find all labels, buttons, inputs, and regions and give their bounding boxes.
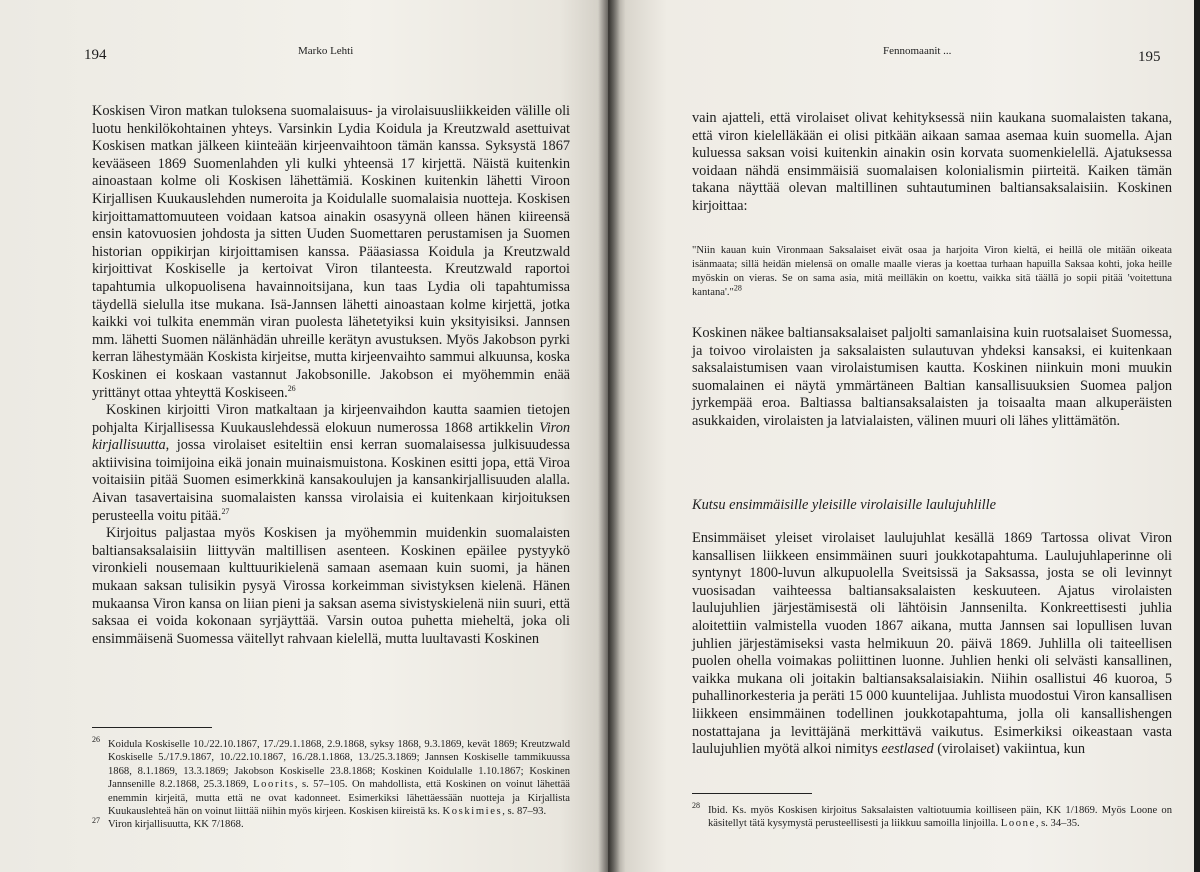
footnote: 26 Koidula Koskiselle 10./22.10.1867, 17./29.1.1868, 2.9.1868, syksy 1868, 9.3.1869, kevät 1869; Kreutzwald Koskiselle 5./17.9.1867, 10./22.10.1867, 16./28.1.1868, 13./25.3.1869; Jannsen Koskiselle tammikuussa 1868, 8.1.1869, 13.3.1869; Jakobson Koskiselle 23.8.1868; Koskinen Koidulalle 1.10.1867; Koskinen Jannsenille 8.2.1868, 25.3.1869, Loorits, s. 57–105. On mahdollista, että Koskinen on voinut lähettää enemmin kirjeitä, mutta että ne ovat kadonneet. Esimerkiksi lähettäessään nuotteja ja Kirjallista Kuukauslehteä hän on voinut liittää niihin myös kirjeen. Koskisen kiireistä ks. Koskimies, s. 87–93. [92, 735, 570, 818]
footnotes [692, 801, 1172, 831]
paragraph: Koskinen näkee baltiansaksalaiset paljolti samanlaisina kuin ruotsalaiset Suomessa, ja toivoo virolaisten ja saksalaisten sulautuvan yhdeksi kansaksi, ei kuitenkaan saksalaistumisen vaan virolaistumisen kautta. Koskinen niinkuin moni muukin suomalainen ei näytä ymmärtäneen Baltian kansallisuuksien Suomea paljon jyrkempää eroa. Baltiassa baltiansaksalaisten ja toisaalta maan alkuperäisten asukkaiden, virolaisten ja latvialaisten, välinen muuri oli lähes ylittämätön. [692, 325, 1172, 429]
footnote: 27 Viron kirjallisuutta, KK 7/1868. [92, 815, 244, 831]
section-heading: Kutsu ensimmäisille yleisille virolaisille laulujuhlille [692, 497, 997, 513]
running-head: Fennomaanit ... [883, 45, 952, 57]
footnote-ref: 27 [221, 506, 230, 516]
block-quote: "Niin kauan kuin Vironmaan Saksalaiset eivät osaa ja harjoita Viron kieltä, ei heillä ole mitään oikeata isänmaata; sillä heidän mielensä on omalle maalle vieras ja koettaa turhaan hapuilla Saksaa kohti, joka heille myöskin on vieras. Se on sama asia, mitä meilläkin on koettu, vaikka sitä täällä jo sopii pitää 'voitettuna kantana'."$^{28}$ [692, 245, 1172, 298]
paragraph: Ensimmäiset yleiset virolaiset laulujuhlat kesällä 1869 Tartossa olivat Viron kansallisen liikkeen ensimmäinen suuri joukkotapahtuma. Laulujuhlaperinne oli syntynyt 1800-luvun alkupuolella Sveitsissä ja Saksassa, josta se oli levinnyt vuosisadan vaihteessa baltiansaksalaisten keskuuteen. Ajatus virolaisten laulujuhlien järjestämisestä oli lähtöisin Jannsenilta. Konkreettisesti juhlia aloitettiin valmistella vuoden 1867 aikana, mutta Jannsen sai lopullisen luvan juhlien järjestämiseksi vasta helmikuun 20. päivä 1869. Juhlilla oli taiteellisen puolen ohella voimakas poliittinen luonne. Juhlien henki oli selvästi kansallinen, vaikka mukana oli joitakin baltiansaksalaisiakin. Niihin osallistui 46 kuoroa, 5 puhallinorkesteria ja peräti 15 000 kuuntelijaa. Juhlista muodostui Viron kansallisen liikkeen ensimmäinen todellinen joukkotapahtuma, jolla oli kansallishengen nostattajana ja levittäjänä merkittävä vaikutus. Esimerkiksi oikeastaan vasta laulujuhlien myötä alkoi nimitys eestlased (virolaiset) vakiintua, kun [692, 530, 1172, 758]
footnote-ref: 28 [733, 283, 742, 293]
body-text [92, 103, 570, 648]
page-number: 195 [1138, 49, 1161, 65]
footnote: 28 Ibid. Ks. myös Koskisen kirjoitus Saksalaisten valtiotuumia koilliseen päin, KK 1/1869. Myös Loone on käsitellyt tätä kysymystä perusteellisesti ja liikkuu samoilla linjoilla. Loone, s. 34–35. [692, 801, 1172, 830]
right-page [608, 0, 1200, 872]
paragraph: vain ajatteli, että virolaiset olivat kehityksessä niin kaukana suomalaisten takana, että viron kielelläkään ei olisi pitkään aikaan samaa asemaa kuin suomella. Ajan kuluessa saksan voisi kuitenkin ainakin osin korvata suomenkielellä. Ajatuksessa voidaan nähdä ensimmäisiä suomalaisen kolonialismin piirteitä. Kaiken tämän takana näyttää olevan maltillinen suhtautuminen baltiansaksalaisiin. Koskinen kirjoittaa: [692, 110, 1172, 214]
paragraph: Kirjoitus paljastaa myös Koskisen ja myöhemmin muidenkin suomalaisten baltiansaksalaisiin liittyvän maltillisen asenteen. Koskinen epäilee pystyykö vironkieli nousemaan kulttuurikielenä samaan asemaan kuin suomi, ja hänen mukaan saksan tulisikin pysyä Virossa korkeimman sivistyksen kielenä. Hänen mukaansa Viron kansa on liian pieni ja saksan asema sivistyskielenä niin suuri, että saksaa ei voida kokonaan syrjäyttää. Varsin outoa puhetta mieheltä, joka oli ensimmäisenä Suomessa väitellyt rahvaan kielellä, mutta luultavasti Koskinen [92, 525, 570, 647]
footnote-rule [692, 793, 812, 794]
body-text [692, 325, 1172, 431]
running-head: Marko Lehti [298, 45, 354, 57]
footnote-rule [92, 727, 212, 728]
page-edge-shadow [1194, 0, 1200, 872]
body-text [692, 530, 1172, 759]
book-gutter-shadow [598, 0, 620, 872]
paragraph: Koskisen Viron matkan tuloksena suomalaisuus- ja virolaisuusliikkeiden välille oli luotu henkilökohtainen yhteys. Varsinkin Lydia Koidula ja Kreutzwald asettuivat Koskisen matkan jälkeen kiinteään kirjeenvaihtoon tämän kanssa. Syksystä 1867 kevääseen 1869 Suomenlahden yli kulki yhteensä 17 kirjettä. Näistä kuitenkin ainoastaan kolme oli Koskisen lähettämiä. Koskinen kuitenkin lähetti Viroon Kirjallisen Kuukauslehden numeroita ja Koidulalle suomalaisia nuotteja. Koskisen kirjoittamattomuuteen voidaan katsoa ainakin osasyynä olleen hänen kiireensä ensin katovuosien johdosta ja sitten Uuden Suomettaren perustamisen ja Suomen historian oppikirjan kirjoittamisen kanssa. Pääasiassa Koidula ja Kreutzwald kirjoittivat Koskiselle ja kertoivat Viron tilanteesta. Kreutzwald raportoi tapahtumia ulkopuolisena havainnoitsijana, kun taas Lydia oli tapahtumissa täydellä sielulla itse mukana. Isä-Jannsen lähetti ainoastaan kolme kirjettä, jotka kaikki voi tulkita enemmän viran puolesta lähetetyiksi kuin yksityisiksi. Jannsen mm. lähetti Suomen nälänhädän uhreille kerätyn avustuksen. Myös Jakobson pyrki kerran lähestymään Koskista kirjeitse, mutta kirjeenvaihto sammui alkuunsa, koska Koskinen ei koskaan vastannut Jakobsonille. Jakobson ei myöhemmin enää yrittänyt ottaa yhteyttä Koskiseen.$^{26}$ [92, 103, 570, 401]
page-number: 194 [84, 47, 107, 63]
footnotes [92, 735, 570, 832]
footnote-ref: 26 [287, 383, 296, 393]
paragraph: Koskinen kirjoitti Viron matkaltaan ja kirjeenvaihdon kautta saamien tietojen pohjalta Kirjallisessa Kuukauslehdessä elokuun numerossa 1868 artikkelin Viron kirjallisuutta, jossa virolaiset esiteltiin ensi kerran suomalaisessa julkisuudessa aktiivisina toimijoina eikä jonain muinaismuistona. Koskinen esitti jopa, että Viroa voitaisiin pitää Suomen esimerkkinä kansakoulujen ja kansankirjallisuuden alalla. Aivan tasavertaisina suomalaisten kanssa virolaisia ei kuitenkaan kirjoituksen perusteella voitu pitää.$^{27}$ [92, 402, 570, 524]
body-text [692, 110, 1172, 216]
